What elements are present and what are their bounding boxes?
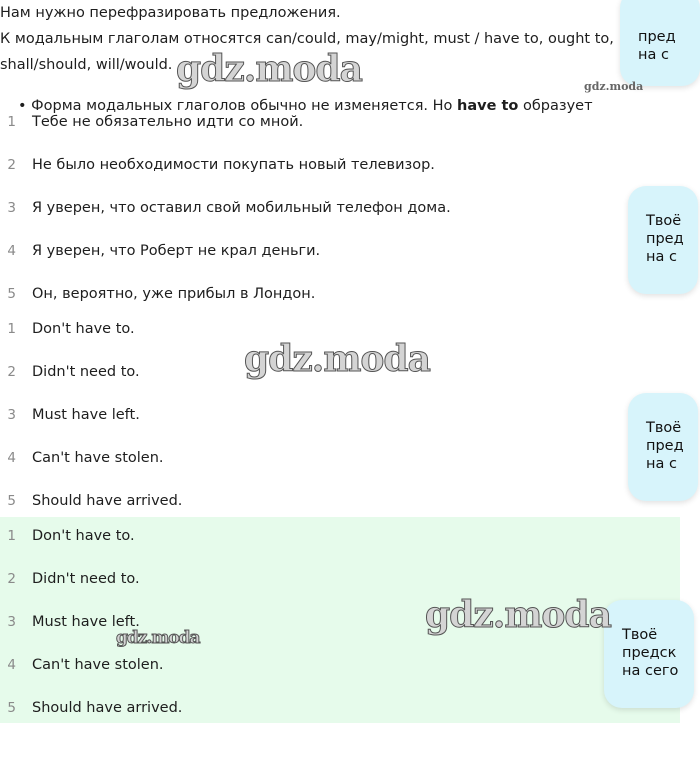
list-item: 2 Didn't need to.: [7, 363, 140, 380]
list-item: 2 Не было необходимости покупать новый телевизор.: [7, 156, 435, 173]
list-item: 3 Must have left.: [7, 406, 140, 423]
watermark-logo: gdz.moda: [176, 48, 362, 90]
list-item: 4 Я уверен, что Роберт не крал деньги.: [7, 242, 321, 259]
list-item: 3 Must have left.: [7, 613, 140, 630]
watermark-logo: gdz.moda: [425, 594, 611, 636]
chat-bubble-fourth[interactable]: Твоё предск на сего: [604, 600, 694, 708]
chat-bubble-second[interactable]: Твоё пред на с: [628, 186, 698, 294]
watermark-logo: gdz.moda: [584, 80, 644, 93]
list-item: 1 Don't have to.: [7, 527, 135, 544]
list-item: 4 Can't have stolen.: [7, 656, 164, 673]
list-item: 5 Should have arrived.: [7, 492, 183, 509]
list-item: 2 Didn't need to.: [7, 570, 140, 587]
intro-line-1: Нам нужно перефразировать предложения.: [0, 5, 341, 21]
chat-bubble-third[interactable]: Твоё пред на с: [628, 393, 698, 501]
intro-line-3: shall/should, will/would.: [0, 57, 173, 73]
chat-bubble-top[interactable]: пред на с: [620, 0, 700, 86]
list-item: 1 Don't have to.: [7, 320, 135, 337]
list-item: 4 Can't have stolen.: [7, 449, 164, 466]
watermark-logo: gdz.moda: [116, 628, 200, 648]
watermark-logo: gdz.moda: [244, 338, 430, 380]
list-item: 5 Он, вероятно, уже прибыл в Лондон.: [7, 285, 316, 302]
list-item: 1 Тебе не обязательно идти со мной.: [7, 113, 304, 130]
intro-line-2: К модальным глаголам относятся can/could, may/might, must / have to, ought to,: [0, 31, 614, 47]
list-item: 3 Я уверен, что оставил свой мобильный телефон дома.: [7, 199, 451, 216]
list-item: 5 Should have arrived.: [7, 699, 183, 716]
intro-line-4: • Форма модальных глаголов обычно не изменяется. Но have to образует: [18, 98, 593, 114]
